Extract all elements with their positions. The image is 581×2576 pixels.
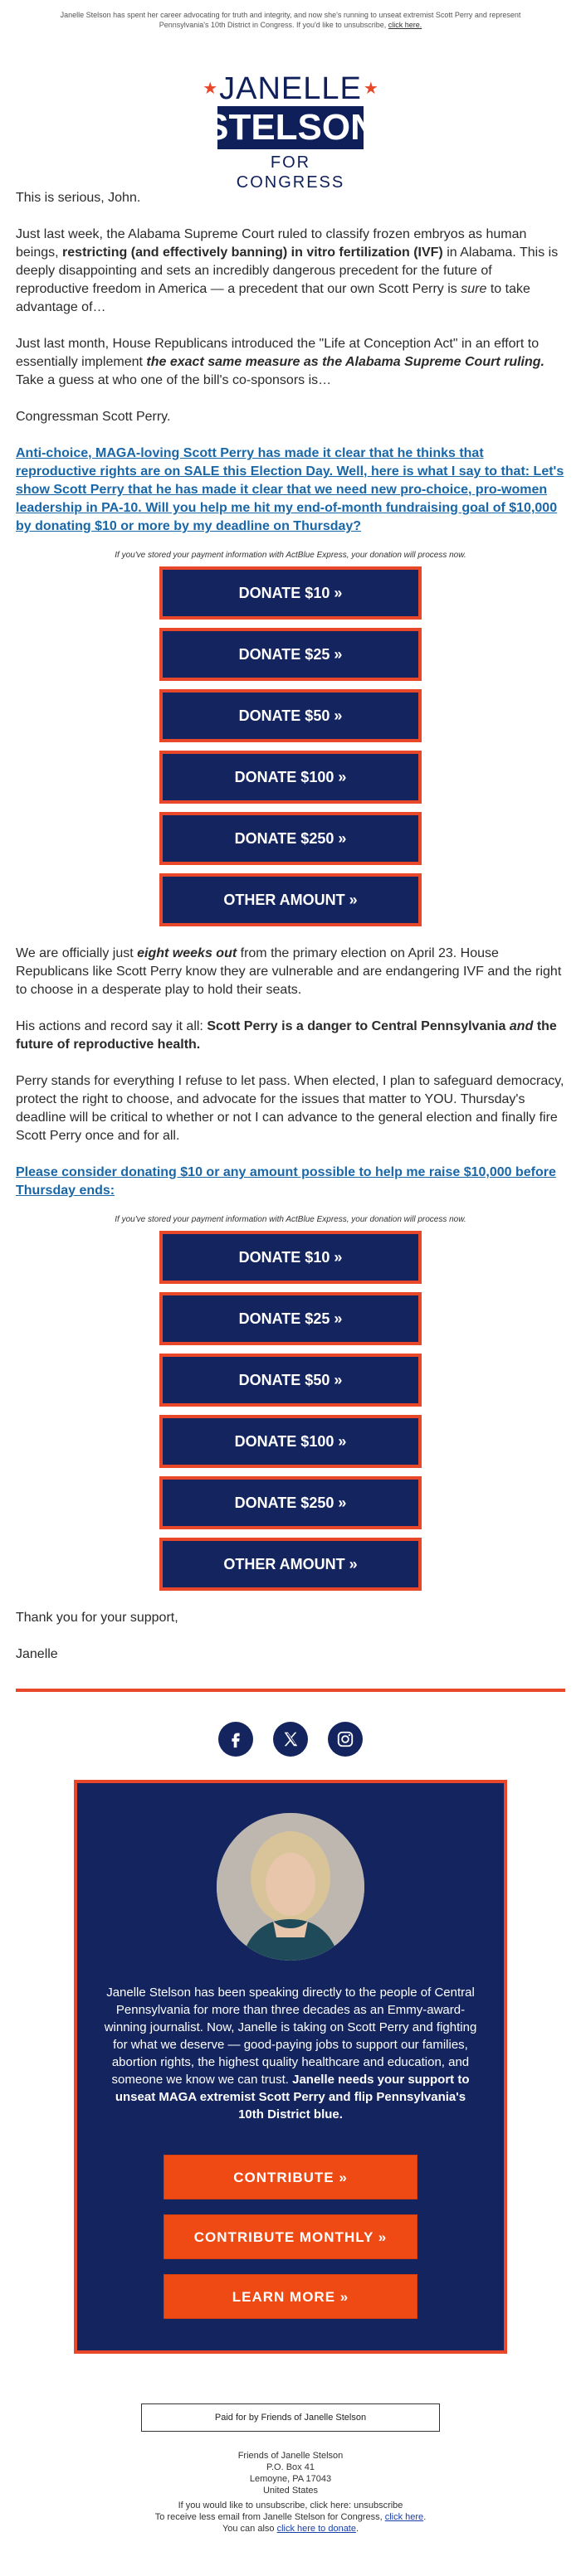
paragraph-perry-stands: Perry stands for everything I refuse to let pass. When elected, I plan to safeguard democracy, protect the right to choose, and advocate for the issues that matter to YOU. Thursday's deadline will be critical to whether or not I can advance to the general election and finally fire Scott Perry once and for all. bbox=[16, 1074, 564, 1143]
donate-25-button[interactable]: DONATE $25 » bbox=[159, 628, 422, 681]
donate-10-button[interactable]: DONATE $10 » bbox=[159, 1231, 422, 1284]
donate-10-button[interactable]: DONATE $10 » bbox=[159, 566, 422, 620]
instagram-icon[interactable] bbox=[328, 1722, 363, 1757]
campaign-logo bbox=[203, 71, 378, 192]
footer-donate-link[interactable]: click here to donate bbox=[276, 2524, 356, 2534]
learn-more-button[interactable]: LEARN MORE » bbox=[164, 2274, 417, 2319]
footer-less-email: To receive less email from Janelle Stelson for Congress, click here. bbox=[154, 2512, 427, 2522]
email-signoff bbox=[0, 1609, 581, 1664]
actblue-note-1: If you've stored your payment information with ActBlue Express, your donation will process now. bbox=[115, 551, 466, 560]
unsubscribe-link[interactable]: click here. bbox=[388, 21, 422, 29]
star-icon-left: ★ bbox=[203, 80, 218, 98]
facebook-icon[interactable] bbox=[218, 1722, 253, 1757]
contribute-monthly-button[interactable]: CONTRIBUTE MONTHLY » bbox=[164, 2214, 417, 2259]
donate-250-button[interactable]: DONATE $250 » bbox=[159, 812, 422, 865]
donate-50-button[interactable]: DONATE $50 » bbox=[159, 689, 422, 742]
footer-divider bbox=[16, 1689, 565, 1692]
donate-appeal-link-2[interactable]: Please consider donating $10 or any amount possible to help me raise $10,000 before Thursday ends: bbox=[16, 1165, 556, 1198]
footer-donate: You can also click here to donate. bbox=[222, 2524, 359, 2534]
x-icon[interactable] bbox=[273, 1722, 308, 1757]
donate-250-button[interactable]: DONATE $250 » bbox=[159, 1476, 422, 1529]
paid-for-disclaimer: Paid for by Friends of Janelle Stelson bbox=[141, 2403, 440, 2432]
paragraph-life-at-conception: Just last month, House Republicans introduced the "Life at Conception Act" in an effort to essentially implement the exact same measure as the Alabama Supreme Court ruling. Take a guess at who one of the bill's co-sponsors is… bbox=[16, 337, 544, 387]
bio-text: Janelle Stelson has been speaking directly to the people of Central Pennsylvania for more than three decades as an Emmy-award-winning journalist. Now, Janelle is taking on Scott Perry and fighting for what we deserve — good-paying jobs to support our families, abortion rights, the highest quality healthcare and education, and someone we know we can trust. Janelle needs your support to unseat MAGA extremist Scott Perry and flip Pennsylvania's 10th District blue. bbox=[104, 1985, 477, 2122]
donate-other-button[interactable]: OTHER AMOUNT » bbox=[159, 873, 422, 926]
donate-appeal-link-1[interactable]: Anti-choice, MAGA-loving Scott Perry has made it clear that he thinks that reproductive rights are on SALE this Election Day. Well, here is what I say to that: Let's show Scott Perry that he has made it clear that we need new pro-choice, pro-women leadership in PA-10. Will you help me hit my end-of-month fundraising goal of $10,000 by donating $10 or more by my deadline on Thursday? bbox=[16, 446, 564, 533]
footer-city: Lemoyne, PA 17043 bbox=[249, 2474, 332, 2484]
logo-first-name: JANELLE bbox=[219, 71, 362, 106]
footer-address bbox=[0, 2450, 581, 2535]
social-links bbox=[0, 1722, 581, 1757]
donate-buttons-group-2 bbox=[0, 1231, 581, 1591]
bio-card bbox=[74, 1780, 507, 2354]
paragraph-alabama-ruling: Just last week, the Alabama Supreme Court ruled to classify frozen embryos as human beings, restricting (and effectively banning) in vitro fertilization (IVF) in Alabama. This is deeply disappointing and sets an incredibly dangerous precedent for the future of reproductive freedom in America — a precedent that our own Scott Perry is sure to take advantage of… bbox=[16, 227, 559, 314]
donate-50-button[interactable]: DONATE $50 » bbox=[159, 1354, 422, 1407]
logo-last-name: STELSON bbox=[204, 107, 377, 148]
donate-100-button[interactable]: DONATE $100 » bbox=[159, 1415, 422, 1468]
donate-buttons-group-1 bbox=[0, 566, 581, 926]
donate-100-button[interactable]: DONATE $100 » bbox=[159, 751, 422, 804]
footer-po: P.O. Box 41 bbox=[266, 2462, 315, 2472]
donate-25-button[interactable]: DONATE $25 » bbox=[159, 1292, 422, 1345]
paragraph-record: His actions and record say it all: Scott Perry is a danger to Central Pennsylvania and the future of reproductive health. bbox=[16, 1019, 557, 1052]
thanks-line: Thank you for your support, bbox=[16, 1611, 178, 1625]
donate-other-button[interactable]: OTHER AMOUNT » bbox=[159, 1538, 422, 1591]
footer-org: Friends of Janelle Stelson bbox=[237, 2451, 344, 2461]
paragraph-scott-perry: Congressman Scott Perry. bbox=[16, 410, 171, 424]
logo-tagline: FOR CONGRESS bbox=[236, 153, 345, 192]
email-body bbox=[0, 189, 581, 536]
star-icon-right: ★ bbox=[363, 80, 378, 98]
footer-unsubscribe[interactable]: If you would like to unsubscribe, click here: unsubscribe bbox=[178, 2501, 403, 2510]
preheader bbox=[0, 0, 581, 30]
greeting: This is serious, John. bbox=[16, 191, 141, 205]
signature: Janelle bbox=[16, 1647, 58, 1661]
email-body-2 bbox=[0, 945, 581, 1200]
less-email-link[interactable]: click here bbox=[384, 2512, 424, 2522]
contribute-button[interactable]: CONTRIBUTE » bbox=[164, 2155, 417, 2199]
footer-country: United States bbox=[262, 2486, 319, 2496]
candidate-photo bbox=[217, 1813, 364, 1961]
paragraph-eight-weeks: We are officially just eight weeks out from the primary election on April 23. House Republicans like Scott Perry know they are vulnerable and are endangering IVF and the right to choose in a desperate play to hold their seats. bbox=[16, 946, 562, 997]
preheader-text: Janelle Stelson has spent her career advocating for truth and integrity, and now she's running to unseat extremist Scott Perry and represent Pennsylvania's 10th District in Congress. If you'd like to unsubscribe, bbox=[60, 11, 521, 29]
actblue-note-2: If you've stored your payment information with ActBlue Express, your donation will process now. bbox=[115, 1215, 466, 1224]
